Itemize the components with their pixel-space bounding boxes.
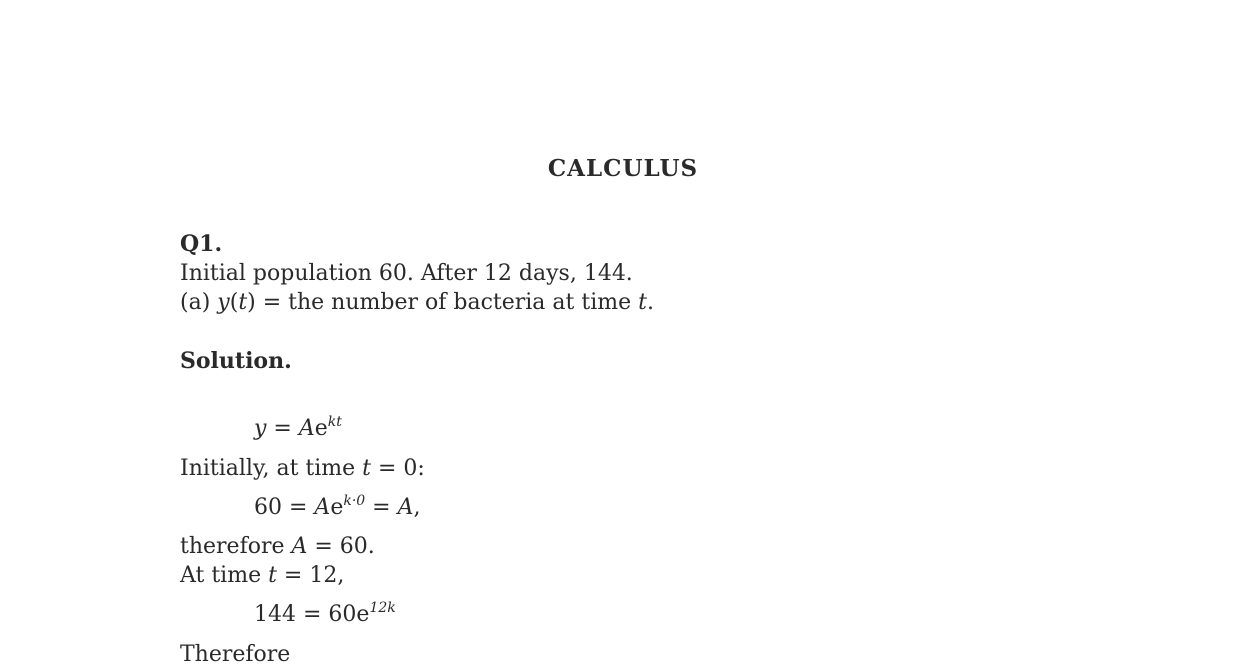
eq2-lhs: 60 = xyxy=(254,495,315,520)
text-therefore-pre: therefore xyxy=(180,534,292,559)
question-line-1: Initial population 60. After 12 days, 144. xyxy=(180,261,633,286)
eq2-end: , xyxy=(413,495,421,520)
question-label: Q1. xyxy=(180,231,223,257)
var-t-2: t xyxy=(638,290,647,315)
text-initially-t: t xyxy=(362,456,371,481)
text-initially xyxy=(180,455,425,483)
page-title: CALCULUS xyxy=(547,155,699,182)
eq1-e: e xyxy=(314,416,328,441)
equation-3 xyxy=(254,601,396,629)
solution-label: Solution. xyxy=(180,348,292,374)
text-therefore-A-var: A xyxy=(291,534,308,559)
eq2-rhs: = xyxy=(365,495,398,520)
eq1-exponent: kt xyxy=(327,414,342,430)
text-initially-pre: Initially, at time xyxy=(180,456,363,481)
text-at-time-t: t xyxy=(268,563,277,588)
equation-1 xyxy=(254,415,342,443)
text-therefore: Therefore xyxy=(180,642,291,667)
text-therefore-A xyxy=(180,533,375,561)
text-initially-post: = 0: xyxy=(371,456,425,481)
question-line-2-end: . xyxy=(646,290,654,315)
eq2-exponent: k·0 xyxy=(343,493,366,509)
eq2-e: e xyxy=(330,495,344,520)
var-t: t xyxy=(238,290,248,315)
question-line-2 xyxy=(180,289,654,317)
equation-2 xyxy=(254,494,421,522)
question-line-2-prefix: (a) xyxy=(180,290,218,315)
eq3-lhs: 144 = 60e xyxy=(254,602,370,627)
eq1-eq: = A xyxy=(266,416,315,441)
eq3-exponent: 12k xyxy=(369,600,396,616)
eq1-lhs: y xyxy=(254,416,267,441)
text-therefore-post: = 60. xyxy=(307,534,375,559)
eq2-A2: A xyxy=(397,495,414,520)
paren-open: ( xyxy=(229,290,239,315)
text-at-time xyxy=(180,562,344,590)
text-at-time-post: = 12, xyxy=(276,563,345,588)
text-at-time-pre: At time xyxy=(180,563,269,588)
eq2-A: A xyxy=(314,495,331,520)
question-line-2-rest: ) = the number of bacteria at time xyxy=(247,290,639,315)
var-y: y xyxy=(217,290,230,315)
